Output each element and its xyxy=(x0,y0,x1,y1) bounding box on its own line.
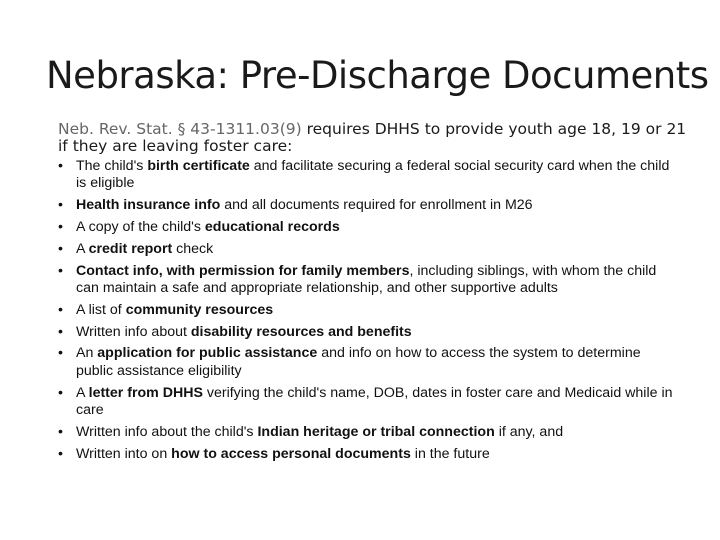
item-emphasis: application for public assistance xyxy=(97,345,318,362)
item-text: A copy of the child's xyxy=(76,219,205,235)
item-text: , including siblings, with whom the child can maintain a safe and appropriate relationship, and other supportive adults xyxy=(76,262,657,296)
statute-citation: Neb. Rev. Stat. § 43-1311.03(9) xyxy=(58,120,302,138)
list-item xyxy=(58,263,678,298)
slide-title: Nebraska: Pre-Discharge Documents xyxy=(46,54,709,97)
item-text: and facilitate securing a federal social security card when the child is eligible xyxy=(76,158,670,192)
bullet-icon: • xyxy=(58,240,63,257)
item-text: The child's xyxy=(76,158,148,174)
item-text: check xyxy=(172,240,214,257)
item-text: and info on how to access the system to determine public assistance eligibility xyxy=(76,345,641,379)
item-emphasis: birth certificate xyxy=(147,158,250,174)
list-item xyxy=(58,446,678,463)
item-emphasis: Contact info, with permission for family members xyxy=(76,262,410,279)
item-emphasis: community resources xyxy=(125,301,274,318)
item-emphasis: educational records xyxy=(204,219,340,235)
item-text: Written into on xyxy=(76,445,172,462)
item-text: A list of xyxy=(76,301,126,318)
item-emphasis: letter from DHHS xyxy=(88,384,203,401)
item-text: if any, and xyxy=(494,423,564,440)
item-text: Written info about the child's xyxy=(76,423,258,440)
item-emphasis: how to access personal documents xyxy=(171,445,411,462)
list-item xyxy=(58,158,678,193)
item-emphasis: credit report xyxy=(88,240,173,257)
bullet-icon: • xyxy=(58,219,63,235)
item-text: Written info about xyxy=(76,323,191,340)
intro-paragraph xyxy=(58,121,698,155)
bullet-icon: • xyxy=(58,158,63,174)
item-text: An xyxy=(76,345,98,362)
item-emphasis: disability resources and benefits xyxy=(190,323,412,340)
list-item xyxy=(58,241,678,258)
list-item xyxy=(58,345,678,380)
list-item xyxy=(58,324,678,341)
item-text: and all documents required for enrollment in M26 xyxy=(220,197,533,214)
bullet-icon: • xyxy=(58,384,63,401)
bullet-icon: • xyxy=(58,345,63,362)
bullet-icon: • xyxy=(58,445,63,462)
list-item xyxy=(58,424,678,441)
intro-text: requires DHHS to provide youth age 18, 19 or 21 if they are leaving foster care: xyxy=(58,120,687,155)
list-item xyxy=(58,302,678,319)
item-text: in the future xyxy=(410,445,490,462)
bullet-icon: • xyxy=(58,423,63,440)
list-item xyxy=(58,197,678,214)
item-text: A xyxy=(76,240,89,257)
item-text: verifying the child's name, DOB, dates in foster care and Medicaid while in care xyxy=(76,384,673,418)
bullet-icon: • xyxy=(58,197,63,214)
bullet-icon: • xyxy=(58,323,63,340)
list-item xyxy=(58,219,678,236)
bullet-icon: • xyxy=(58,301,63,318)
item-text: A xyxy=(76,384,89,401)
item-emphasis: Health insurance info xyxy=(76,197,221,214)
bullet-icon: • xyxy=(58,262,63,279)
item-emphasis: Indian heritage or tribal connection xyxy=(257,423,495,440)
list-item xyxy=(58,385,678,420)
document-list xyxy=(58,158,678,467)
